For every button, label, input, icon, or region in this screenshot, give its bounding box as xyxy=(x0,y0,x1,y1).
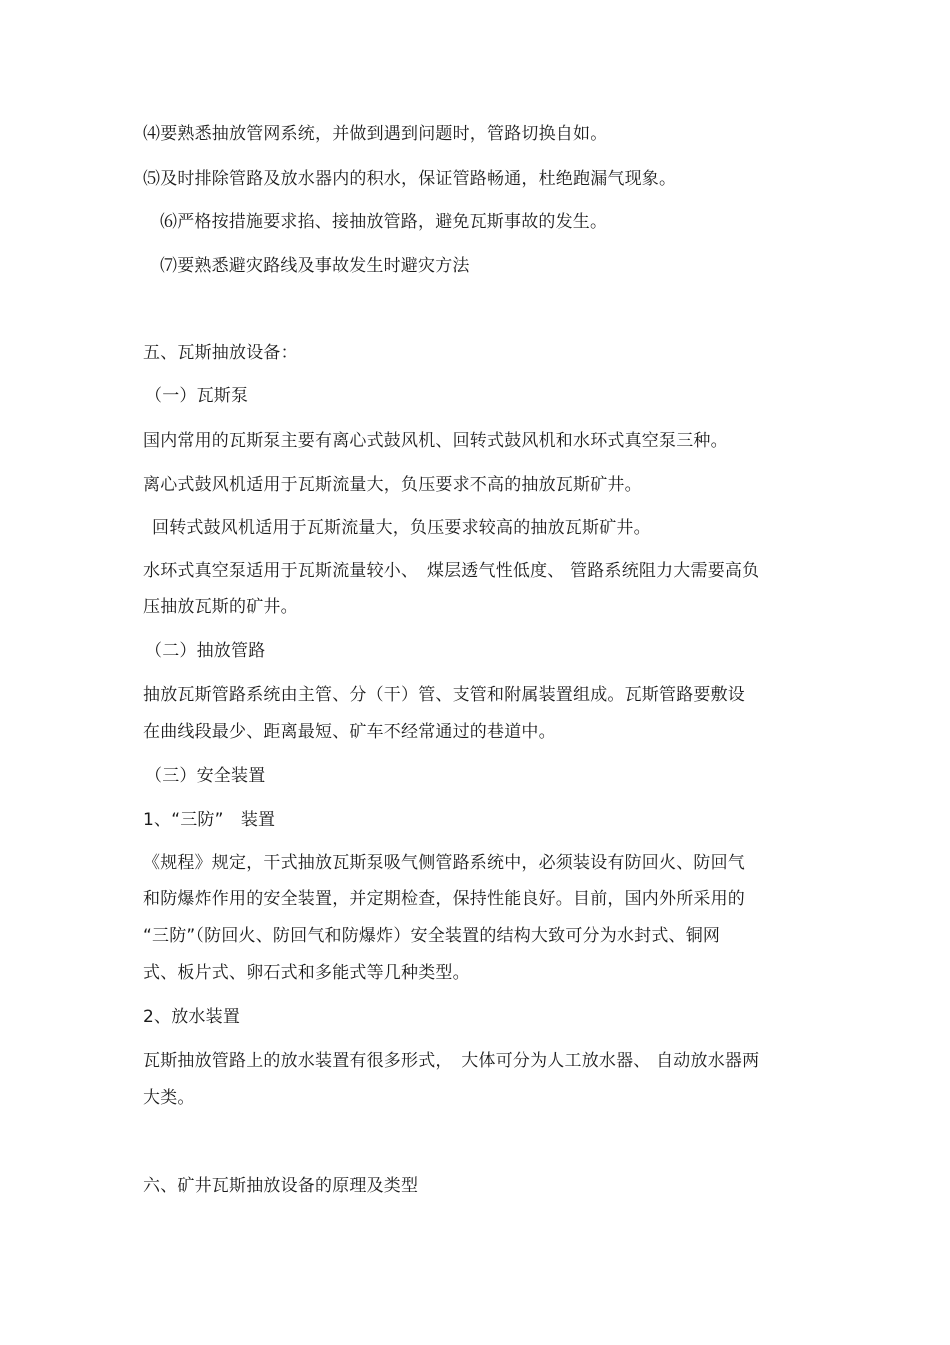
list-item-6: ⑹严格按措施要求掐、接抽放管路，避免瓦斯事故的发生。 xyxy=(160,212,608,232)
subsection-heading-pipeline: （二）抽放管路 xyxy=(145,641,266,661)
paragraph-line: 在曲线段最少、距离最短、矿车不经常通过的巷道中。 xyxy=(143,722,556,742)
paragraph-line: 回转式鼓风机适用于瓦斯流量大，负压要求较高的抽放瓦斯矿井。 xyxy=(152,518,651,538)
paragraph-line: 离心式鼓风机适用于瓦斯流量大，负压要求不高的抽放瓦斯矿井。 xyxy=(143,475,642,495)
paragraph-line: 和防爆炸作用的安全装置，并定期检查，保持性能良好。目前，国内外所采用的 xyxy=(143,889,745,909)
paragraph-line: 压抽放瓦斯的矿井。 xyxy=(143,597,298,617)
subsection-heading-safety: （三）安全装置 xyxy=(145,766,266,786)
paragraph-line: 水环式真空泵适用于瓦斯流量较小、 煤层透气性低度、 管路系统阻力大需要高负 xyxy=(143,561,760,581)
list-item-5: ⑸及时排除管路及放水器内的积水，保证管路畅通，杜绝跑漏气现象。 xyxy=(143,169,677,189)
paragraph-line: “三防”（防回火、防回气和防爆炸）安全装置的结构大致可分为水封式、铜网 xyxy=(143,926,721,946)
list-item-4: ⑷要熟悉抽放管网系统，并做到遇到问题时，管路切换自如。 xyxy=(143,124,608,144)
item-heading-2: 2、放水装置 xyxy=(143,1007,241,1027)
paragraph-line: 式、板片式、卵石式和多能式等几种类型。 xyxy=(143,963,470,983)
section-heading-5: 五、瓦斯抽放设备： xyxy=(143,343,298,363)
subsection-heading-pump: （一）瓦斯泵 xyxy=(145,386,249,406)
list-item-7: ⑺要熟悉避灾路线及事故发生时避灾方法 xyxy=(160,256,470,276)
paragraph-line: 国内常用的瓦斯泵主要有离心式鼓风机、回转式鼓风机和水环式真空泵三种。 xyxy=(143,431,728,451)
item-heading-1: 1、“三防” 装置 xyxy=(143,810,276,830)
paragraph-line: 抽放瓦斯管路系统由主管、分（干）管、支管和附属装置组成。瓦斯管路要敷设 xyxy=(143,685,745,705)
paragraph-line: 大类。 xyxy=(143,1088,195,1108)
section-heading-6: 六、矿井瓦斯抽放设备的原理及类型 xyxy=(143,1176,419,1196)
paragraph-line: 《规程》规定，干式抽放瓦斯泵吸气侧管路系统中，必须装设有防回火、防回气 xyxy=(143,853,745,873)
paragraph-line: 瓦斯抽放管路上的放水装置有很多形式， 大体可分为人工放水器、 自动放水器两 xyxy=(143,1051,760,1071)
